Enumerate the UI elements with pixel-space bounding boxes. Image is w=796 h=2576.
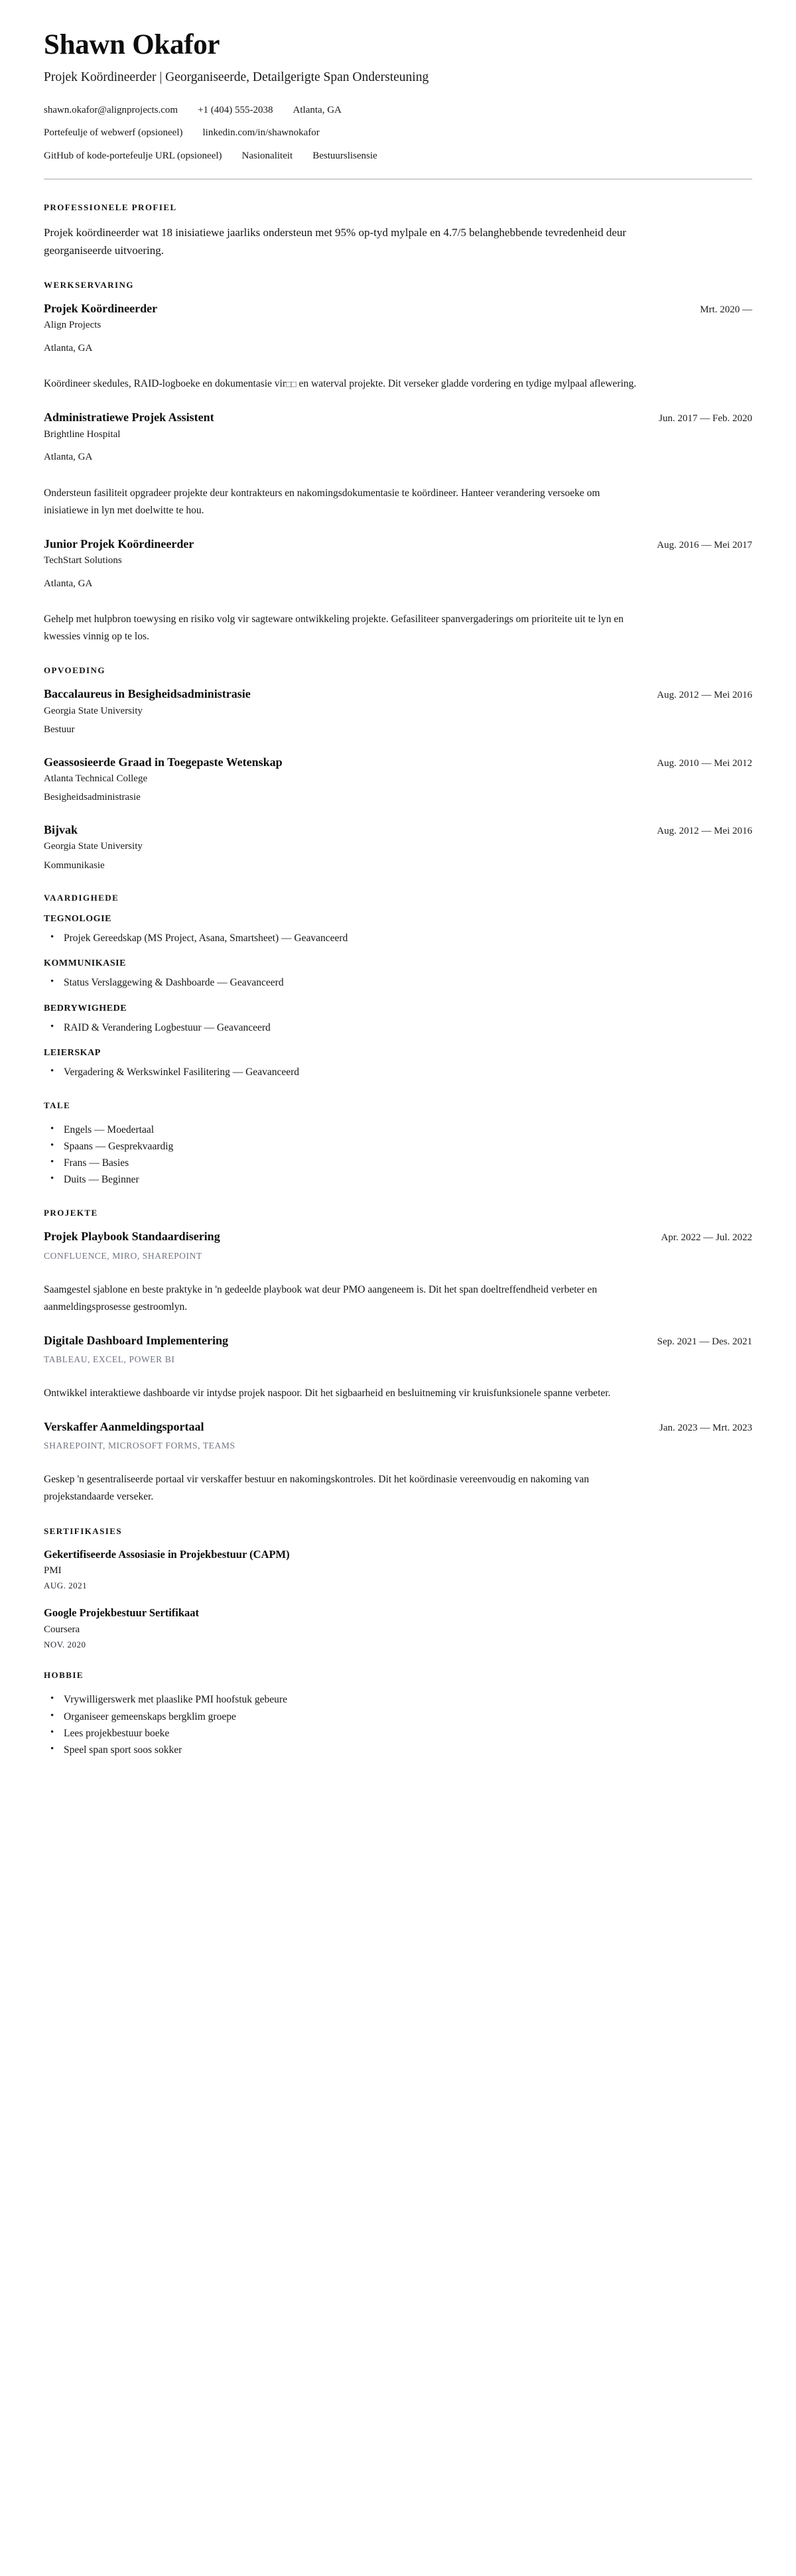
section-professional-summary: [44, 202, 752, 260]
skill-group: [44, 914, 752, 946]
contact-item[interactable]: linkedin.com/in/shawnokafor: [202, 127, 320, 139]
education-date: Aug. 2012 — Mei 2016: [657, 825, 752, 836]
education-field: Bestuur: [44, 724, 75, 736]
experience-entry-head: [44, 301, 752, 316]
contact-row: [44, 126, 752, 141]
education-list: [44, 686, 752, 873]
experience-entry: [44, 537, 752, 645]
skill-group: [44, 958, 752, 991]
education-school: Georgia State University: [44, 841, 143, 852]
skill-item-list: [44, 1064, 752, 1080]
skill-group-title: BEDRYWIGHEDE: [44, 1003, 127, 1013]
contact-item[interactable]: Atlanta, GA: [293, 104, 342, 115]
missing-glyph-icon: ⬚⬚: [286, 379, 297, 390]
project-name: Projek Playbook Standaardisering: [44, 1230, 220, 1244]
skill-group-title: KOMMUNIKASIE: [44, 958, 127, 969]
project-entry-head: [44, 1229, 752, 1244]
certification-date: AUG. 2021: [44, 1580, 88, 1591]
certifications-list: [44, 1547, 752, 1651]
section-education: [44, 665, 752, 873]
section-certifications: [44, 1526, 752, 1651]
section-title-summary: PROFESSIONELE PROFIEL: [44, 202, 177, 212]
hobby-item: • Lees projekbestuur boeke: [44, 1725, 752, 1742]
contact-item[interactable]: GitHub of kode-portefeulje URL (opsioneel): [44, 151, 222, 161]
project-description: Saamgestel sjablone en beste praktyke in 'n gedeelde playbook wat deur PMO aangeneem is. Dit het span doeltreffendheid verbeter en aanmeldingsprosesse gestroomlyn.: [44, 1283, 598, 1313]
experience-role: Projek Koördineerder: [44, 301, 158, 315]
project-tech-stack: TABLEAU, EXCEL, POWER BI: [44, 1354, 175, 1365]
education-school: Atlanta Technical College: [44, 773, 148, 784]
skill-item: • RAID & Verandering Logbestuur — Geavanceerd: [44, 1019, 752, 1036]
section-languages: [44, 1100, 752, 1188]
experience-description: Gehelp met hulpbron toewysing en risiko volg vir sagteware ontwikkeling projekte. Gefasiliteer spanvergaderings om prioriteite uit te lyn en kwessies vinnig op te los.: [44, 613, 624, 643]
certification-issuer: Coursera: [44, 1624, 80, 1635]
summary-text: Projek koördineerder wat 18 inisiatiewe jaarliks ondersteun met 95% op-tyd mylpale en 4.7/5 belanghebbende tevredenheid deur georganiseerde uitvoering.: [44, 225, 627, 257]
experience-date: Jun. 2017 — Feb. 2020: [659, 413, 752, 424]
project-date: Sep. 2021 — Des. 2021: [657, 1336, 752, 1347]
skills-list: [44, 914, 752, 1080]
education-field: Besigheidsadministrasie: [44, 792, 141, 803]
section-title-experience: WERKSERVARING: [44, 279, 134, 290]
certification-entry: [44, 1606, 752, 1650]
education-entry: [44, 686, 752, 737]
experience-description: Koördineer skedules, RAID-logboeke en dokumentasie vir⬚⬚ en waterval projekte. Dit verseker gladde vordering en tydige mylpaal aflewering.: [44, 378, 637, 390]
project-entry: [44, 1419, 752, 1506]
experience-company: TechStart Solutions: [44, 555, 122, 566]
projects-list: [44, 1229, 752, 1506]
skill-item: • Projek Gereedskap (MS Project, Asana, Smartsheet) — Geavanceerd: [44, 930, 752, 946]
experience-company: Align Projects: [44, 320, 101, 331]
hobby-item: • Speel span sport soos sokker: [44, 1742, 752, 1758]
certification-date: NOV. 2020: [44, 1640, 86, 1650]
resume-header: [44, 29, 752, 164]
project-entry-head: [44, 1333, 752, 1348]
project-name: Digitale Dashboard Implementering: [44, 1333, 228, 1347]
project-description: Geskep 'n gesentraliseerde portaal vir verskaffer bestuur en nakomingskontroles. Dit het koördinasie vereenvoudig en nakoming van projekstandaarde verseker.: [44, 1474, 590, 1503]
education-school: Georgia State University: [44, 705, 143, 716]
contact-row: [44, 103, 752, 118]
skill-item: • Status Verslaggewing & Dashboarde — Geavanceerd: [44, 974, 752, 991]
project-tech-stack: SHAREPOINT, MICROSOFT FORMS, TEAMS: [44, 1441, 235, 1451]
skill-group: [44, 1003, 752, 1036]
hobby-item: • Organiseer gemeenskaps bergklim groepe: [44, 1708, 752, 1725]
certification-entry: [44, 1547, 752, 1592]
section-title-languages: TALE: [44, 1100, 71, 1110]
candidate-name: Shawn Okafor: [44, 29, 220, 60]
education-degree: Baccalaureus in Besigheidsadministrasie: [44, 687, 251, 701]
experience-entry-head: [44, 537, 752, 552]
skill-item-list: [44, 974, 752, 991]
language-item: • Duits — Beginner: [44, 1171, 752, 1188]
skill-group: [44, 1048, 752, 1080]
certification-name: Google Projekbestuur Sertifikaat: [44, 1606, 200, 1620]
project-date: Apr. 2022 — Jul. 2022: [661, 1232, 752, 1244]
experience-company: Brightline Hospital: [44, 428, 121, 440]
education-degree: Geassosieerde Graad in Toegepaste Wetenskap: [44, 755, 283, 769]
education-degree: Bijvak: [44, 822, 78, 836]
languages-list: [44, 1122, 752, 1188]
language-item: • Frans — Basies: [44, 1155, 752, 1171]
experience-role: Administratiewe Projek Assistent: [44, 411, 214, 424]
project-date: Jan. 2023 — Mrt. 2023: [659, 1423, 752, 1434]
education-entry: [44, 822, 752, 873]
education-entry-head: [44, 686, 752, 702]
experience-location: Atlanta, GA: [44, 578, 93, 589]
project-tech-stack: CONFLUENCE, MIRO, SHAREPOINT: [44, 1250, 202, 1261]
experience-entry: [44, 301, 752, 393]
project-name: Verskaffer Aanmeldingsportaal: [44, 1420, 204, 1434]
section-hobbies: [44, 1670, 752, 1758]
candidate-headline: Projek Koördineerder | Georganiseerde, Detailgerigte Span Ondersteuning: [44, 70, 429, 85]
section-projects: [44, 1208, 752, 1506]
experience-list: [44, 301, 752, 645]
skill-group-title: LEIERSKAP: [44, 1047, 101, 1058]
project-entry: [44, 1229, 752, 1315]
experience-date: Mrt. 2020 —: [700, 304, 752, 315]
header-divider: [44, 178, 752, 180]
contact-item[interactable]: Bestuurslisensie: [312, 151, 377, 161]
certification-issuer: PMI: [44, 1565, 62, 1576]
experience-entry-head: [44, 410, 752, 425]
experience-location: Atlanta, GA: [44, 342, 93, 354]
hobby-item: • Vrywilligerswerk met plaaslike PMI hoofstuk gebeure: [44, 1691, 752, 1708]
section-title-projects: PROJEKTE: [44, 1208, 98, 1218]
education-entry-head: [44, 822, 752, 838]
education-date: Aug. 2012 — Mei 2016: [657, 690, 752, 701]
project-description: Ontwikkel interaktiewe dashboarde vir intydse projek naspoor. Dit het sigbaarheid en besluitneming vir kruisfunksionele spanne verbeter.: [44, 1387, 611, 1399]
section-title-certifications: SERTIFIKASIES: [44, 1525, 123, 1536]
experience-location: Atlanta, GA: [44, 452, 93, 463]
project-entry: [44, 1333, 752, 1402]
section-title-education: OPVOEDING: [44, 665, 105, 676]
language-item: • Engels — Moedertaal: [44, 1122, 752, 1138]
contact-item[interactable]: Nasionaliteit: [241, 151, 293, 161]
hobbies-list: [44, 1691, 752, 1758]
contact-row: [44, 149, 752, 164]
education-entry-head: [44, 755, 752, 770]
contact-item[interactable]: shawn.okafor@alignprojects.com: [44, 104, 178, 115]
experience-description: Ondersteun fasiliteit opgradeer projekte deur kontrakteurs en nakomingsdokumentasie te koördineer. Hanteer verandering versoeke om inisiatiewe in lyn met doelwitte te hou.: [44, 487, 600, 516]
section-skills: [44, 893, 752, 1080]
skill-group-title: TEGNOLOGIE: [44, 914, 111, 925]
skill-item: • Vergadering & Werkswinkel Fasilitering — Geavanceerd: [44, 1064, 752, 1080]
skill-item-list: [44, 930, 752, 946]
experience-date: Aug. 2016 — Mei 2017: [657, 539, 752, 550]
education-entry: [44, 755, 752, 805]
section-work-experience: [44, 280, 752, 645]
education-date: Aug. 2010 — Mei 2012: [657, 757, 752, 769]
language-item: • Spaans — Gesprekvaardig: [44, 1138, 752, 1155]
section-title-skills: VAARDIGHEDE: [44, 893, 119, 903]
experience-role: Junior Projek Koördineerder: [44, 537, 194, 550]
contact-item[interactable]: Portefeulje of webwerf (opsioneel): [44, 127, 183, 139]
contact-item[interactable]: +1 (404) 555-2038: [198, 104, 273, 115]
experience-entry: [44, 410, 752, 519]
certification-name: Gekertifiseerde Assosiasie in Projekbestuur (CAPM): [44, 1547, 290, 1561]
section-title-hobbies: HOBBIE: [44, 1670, 84, 1681]
contact-block: [44, 103, 752, 164]
skill-item-list: [44, 1019, 752, 1036]
education-field: Kommunikasie: [44, 860, 105, 871]
project-entry-head: [44, 1419, 752, 1435]
